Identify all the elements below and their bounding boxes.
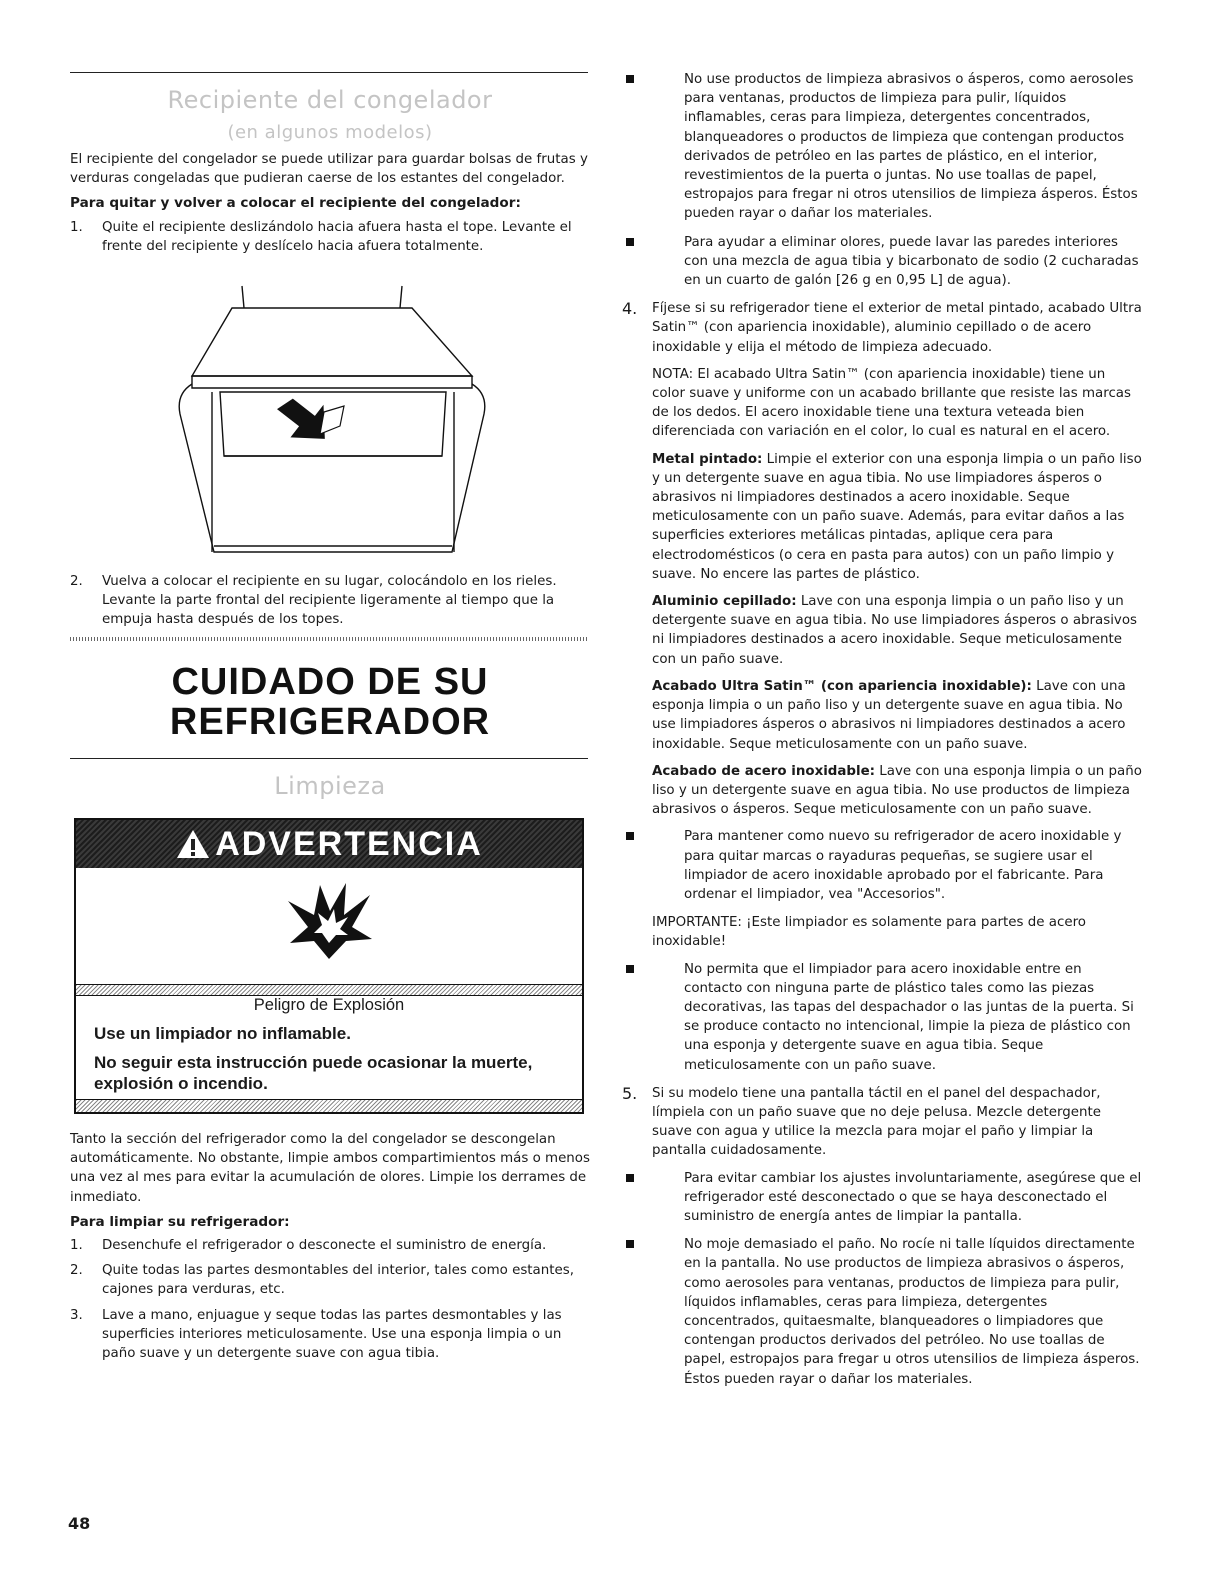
bullet-no-abrasive: No use productos de limpieza abrasivos o ásperos, como aerosoles para ventanas, productos de limpieza para pulir, líquidos inflamables, ceras para limpieza, detergentes concentrados, blanqueadores o productos de limpieza que contengan productos derivados de petróleo en las partes de plástico, en el interior, revestimientos de la puerta o juntas. No use toallas de papel, estropajos para fregar ni otros utensilios de limpieza ásperos. Éstos pueden rayar o dañar los materiales. xyxy=(622,70,1142,224)
bullet-disconnect-power: Para evitar cambiar los ajustes involuntariamente, asegúrese que el refrigerador esté desconectado o que se haya desconectado el suministro de energía antes de limpiar la pantalla. xyxy=(622,1169,1142,1227)
bullet-plastic-contact: No permita que el limpiador para acero inoxidable entre en contacto con ninguna parte de plástico tales como las piezas decorativas, las tapas del despachador o las juntas de la puerta. Si se produce contacto no intencional, limpie la pieza de plástico con una esponja y detergente suave en agua tibia. Seque meticulosamente con un paño suave. xyxy=(622,960,1142,1075)
stainless-paragraph: Acabado de acero inoxidable: Lave con una esponja limpia o un paño liso y un detergente suave en agua tibia. No use productos de limpieza abrasivos o ásperos. Seque meticulosamente con un paño suave. xyxy=(652,763,1142,818)
hazard-type: Peligro de Explosión xyxy=(253,996,405,1014)
note-paragraph: NOTA: El acabado Ultra Satin™ (con apariencia inoxidable) tiene un color suave y uniforme con un acabado brillante que resiste las marcas de los dedos. El acero inoxidable tiene una textura veteada bien diferenciada con variación en el color, lo cual es natural en el acero. xyxy=(652,366,1131,440)
section-subtitle: (en algunos modelos) xyxy=(227,122,433,143)
page-number: 48 xyxy=(68,1514,91,1533)
chapter-rule xyxy=(70,758,588,759)
cleaning-step-3: 3. Lave a mano, enjuague y seque todas las partes desmontables y las superficies interiores meticulosamente. Use una esponja limpia o un paño suave y un detergente suave con agua tibia. xyxy=(70,1307,562,1362)
freezer-step-1: 1. Quite el recipiente deslizándolo hacia afuera hasta el tope. Levante el frente del recipiente y deslícelo hacia afuera totalmente. xyxy=(70,219,572,254)
cleaning-intro: Tanto la sección del refrigerador como la del congelador se descongelan automáticamente. No obstante, limpie ambos compartimientos más o menos una vez al mes para evitar la acumulación de olores. Limpie los derrames de inmediato. xyxy=(70,1132,590,1205)
dotted-divider xyxy=(70,637,588,641)
section-title-freezer-bin: Recipiente del congelador xyxy=(167,86,493,114)
warning-text xyxy=(94,996,564,1102)
bullet-do-not-wet: No moje demasiado el paño. No rocíe ni talle líquidos directamente en la pantalla. No use productos de limpieza abrasivos o ásperos, como aerosoles para ventanas, productos de limpieza para pulir, líquidos inflamables, ceras para limpieza, detergentes concentrados, quitaesmalte, blanqueadores o limpiadores que contengan productos derivados del petróleo. No use toallas de papel, estropajos para fregar u otros utensilios de limpieza ásperos. Éstos pueden rayar o dañar los materiales. xyxy=(622,1235,1142,1389)
cleaning-subhead: Para limpiar su refrigerador: xyxy=(70,1213,290,1230)
bullet-stainless-cleaner: Para mantener como nuevo su refrigerador de acero inoxidable y para quitar marcas o rayaduras pequeñas, se sugiere usar el limpiador de acero inoxidable aprobado por el fabricante. Para ordenar el limpiador, vea "Accesorios". xyxy=(622,827,1142,904)
warning-banner-text: ADVERTENCIA xyxy=(215,824,483,863)
top-rule xyxy=(70,72,588,73)
chapter-title-line1: CUIDADO DE SU xyxy=(171,661,489,703)
warning-box xyxy=(74,818,584,1114)
freezer-step-2-block xyxy=(70,572,590,630)
ultra-satin-paragraph: Acabado Ultra Satin™ (con apariencia inoxidable): Lave con una esponja limpia o un paño liso y un detergente suave en agua tibia. No use limpiadores ásperos o abrasivos ni limpiadores destinados a acero inoxidable. Seque meticulosamente con un paño suave. xyxy=(652,678,1126,752)
step-4: 4. Fíjese si su refrigerador tiene el exterior de metal pintado, acabado Ultra Satin™ (con apariencia inoxidable), aluminio cepillado o de acero inoxidable y elija el método de limpieza adecuado. xyxy=(622,299,1142,357)
step-4-text: Fíjese si su refrigerador tiene el exterior de metal pintado, acabado Ultra Satin™ (con apariencia inoxidable), aluminio cepillado o de acero inoxidable y elija el método de limpieza adecuado. xyxy=(652,301,1142,355)
freezer-bin-section xyxy=(70,150,590,256)
freezer-bin-illustration xyxy=(172,284,492,570)
chapter-title-line2: REFRIGERADOR xyxy=(169,701,491,743)
warning-line-1: Use un limpiador no inflamable. xyxy=(94,1024,351,1044)
step-4-details xyxy=(622,365,1142,1075)
freezer-bin-subhead: Para quitar y volver a colocar el recipiente del congelador: xyxy=(70,195,521,212)
step-5: 5. Si su modelo tiene una pantalla táctil en el panel del despachador, límpiela con un paño suave que no deje pelusa. Mezcle detergente suave con agua y utilice la mezcla para mojar el paño y limpiar la pantalla cuidadosamente. xyxy=(622,1084,1142,1161)
brushed-aluminum-paragraph: Aluminio cepillado: Lave con una esponja limpia o un paño liso y un detergente suave en agua tibia. No use limpiadores ásperos o abrasivos ni limpiadores destinados a acero inoxidable. Seque meticulosamente con un paño suave. xyxy=(652,594,1138,667)
warning-separator xyxy=(76,984,582,996)
painted-metal-paragraph: Metal pintado: Limpie el exterior con una esponja limpia o un paño liso y un detergente suave en agua tibia. No use limpiadores ásperos o abrasivos ni limpiadores destinados a acero inoxidable. Seque meticulosamente con un paño suave. Además, para evitar daños a las superficies exteriores metálicas pintadas, aplique cera para electrodomésticos (o cera en pasta para autos) con un paño limpio y suave. No encere las partes de plástico. xyxy=(652,451,1142,582)
warning-banner xyxy=(76,820,582,868)
freezer-bin-intro: El recipiente del congelador se puede utilizar para guardar bolsas de frutas y verduras congeladas que pudieran caerse de los estantes del congelador. xyxy=(70,152,588,187)
warning-icon-area xyxy=(76,868,582,984)
important-paragraph: IMPORTANTE: ¡Este limpiador es solamente para partes de acero inoxidable! xyxy=(652,915,1086,950)
freezer-step-2: 2. Vuelva a colocar el recipiente en su lugar, colocándolo en los rieles. Levante la parte frontal del recipiente ligeramente al tiempo que la empuja hasta después de los topes. xyxy=(70,574,557,628)
bullet-odors: Para ayudar a eliminar olores, puede lavar las paredes interiores con una mezcla de agua tibia y bicarbonato de sodio (2 cucharadas en un cuarto de galón [26 g en 0,95 L] de agua). xyxy=(622,233,1142,291)
cleaning-section xyxy=(70,1130,590,1363)
section-title-cleaning: Limpieza xyxy=(274,772,386,800)
right-column xyxy=(622,70,1142,1398)
step-5-text: Si su modelo tiene una pantalla táctil en el panel del despachador, límpiela con un paño suave que no deje pelusa. Mezcle detergente suave con agua y utilice la mezcla para mojar el paño y limpiar la pantalla cuidadosamente. xyxy=(652,1085,1102,1159)
warning-line-2: No seguir esta instrucción puede ocasionar la muerte, explosión o incendio. xyxy=(94,1053,533,1094)
warning-bottom-band xyxy=(76,1099,582,1112)
warning-triangle-icon xyxy=(175,828,211,860)
cleaning-step-2: 2. Quite todas las partes desmontables del interior, tales como estantes, cajones para verduras, etc. xyxy=(70,1263,574,1298)
explosion-icon xyxy=(284,881,374,971)
cleaning-step-1: 1. Desenchufe el refrigerador o desconecte el suministro de energía. xyxy=(70,1238,547,1254)
